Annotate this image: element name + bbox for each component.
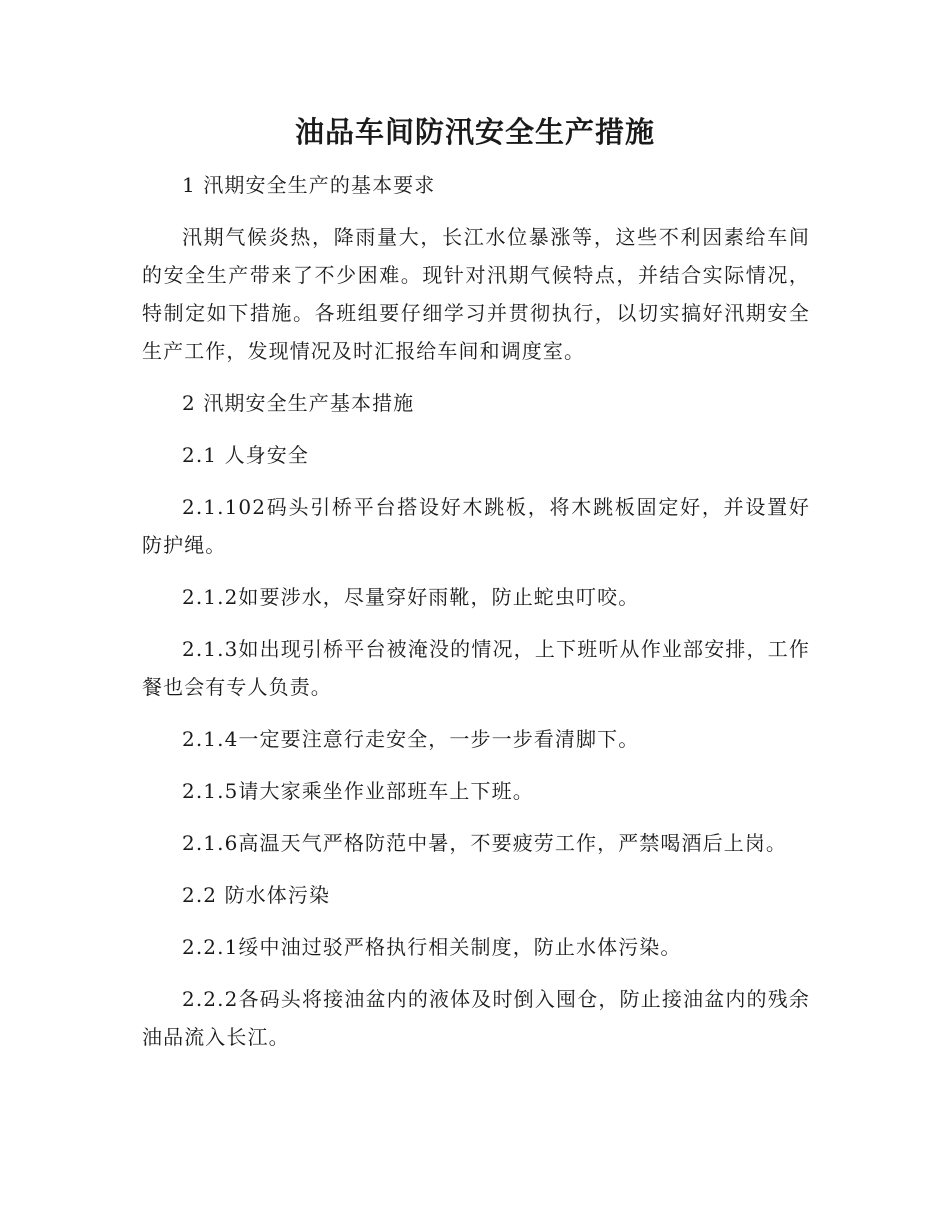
subsection-heading-2-2: 2.2 防水体污染 [182,883,331,907]
item-2-1-6: 2.1.6高温天气严格防范中暑，不要疲劳工作，严禁喝酒后上岗。 [182,831,787,855]
item-2-1-1: 2.1.102码头引桥平台搭设好木跳板，将木跳板固定好，并设置好防护绳。 [142,495,810,557]
document-body [142,166,810,1070]
item-2-1-5: 2.1.5请大家乘坐作业部班车上下班。 [182,779,534,803]
item-2-1-4: 2.1.4一定要注意行走安全，一步一步看清脚下。 [182,727,640,751]
item-2-1-3: 2.1.3如出现引桥平台被淹没的情况，上下班听从作业部安排，工作餐也会有专人负责。 [142,637,810,699]
item-2-2-2: 2.2.2各码头将接油盆内的液体及时倒入囤仓，防止接油盆内的残余油品流入长江。 [142,987,810,1049]
item-2-1-2: 2.1.2如要涉水，尽量穿好雨靴，防止蛇虫叮咬。 [182,585,640,609]
item-2-2-1: 2.2.1绥中油过驳严格执行相关制度，防止水体污染。 [182,935,682,959]
section-heading-2: 2 汛期安全生产基本措施 [182,391,415,415]
subsection-heading-2-1: 2.1 人身安全 [182,443,309,467]
section-heading-1: 1 汛期安全生产的基本要求 [182,173,436,197]
document-title: 油品车间防汛安全生产措施 [294,115,655,149]
paragraph-intro: 汛期气候炎热，降雨量大，长江水位暴涨等，这些不利因素给车间的安全生产带来了不少困难。现针对汛期气候特点，并结合实际情况，特制定如下措施。各班组要仔细学习并贯彻执行，以切实搞好汛期安全生产工作，发现情况及时汇报给车间和调度室。 [142,225,810,363]
